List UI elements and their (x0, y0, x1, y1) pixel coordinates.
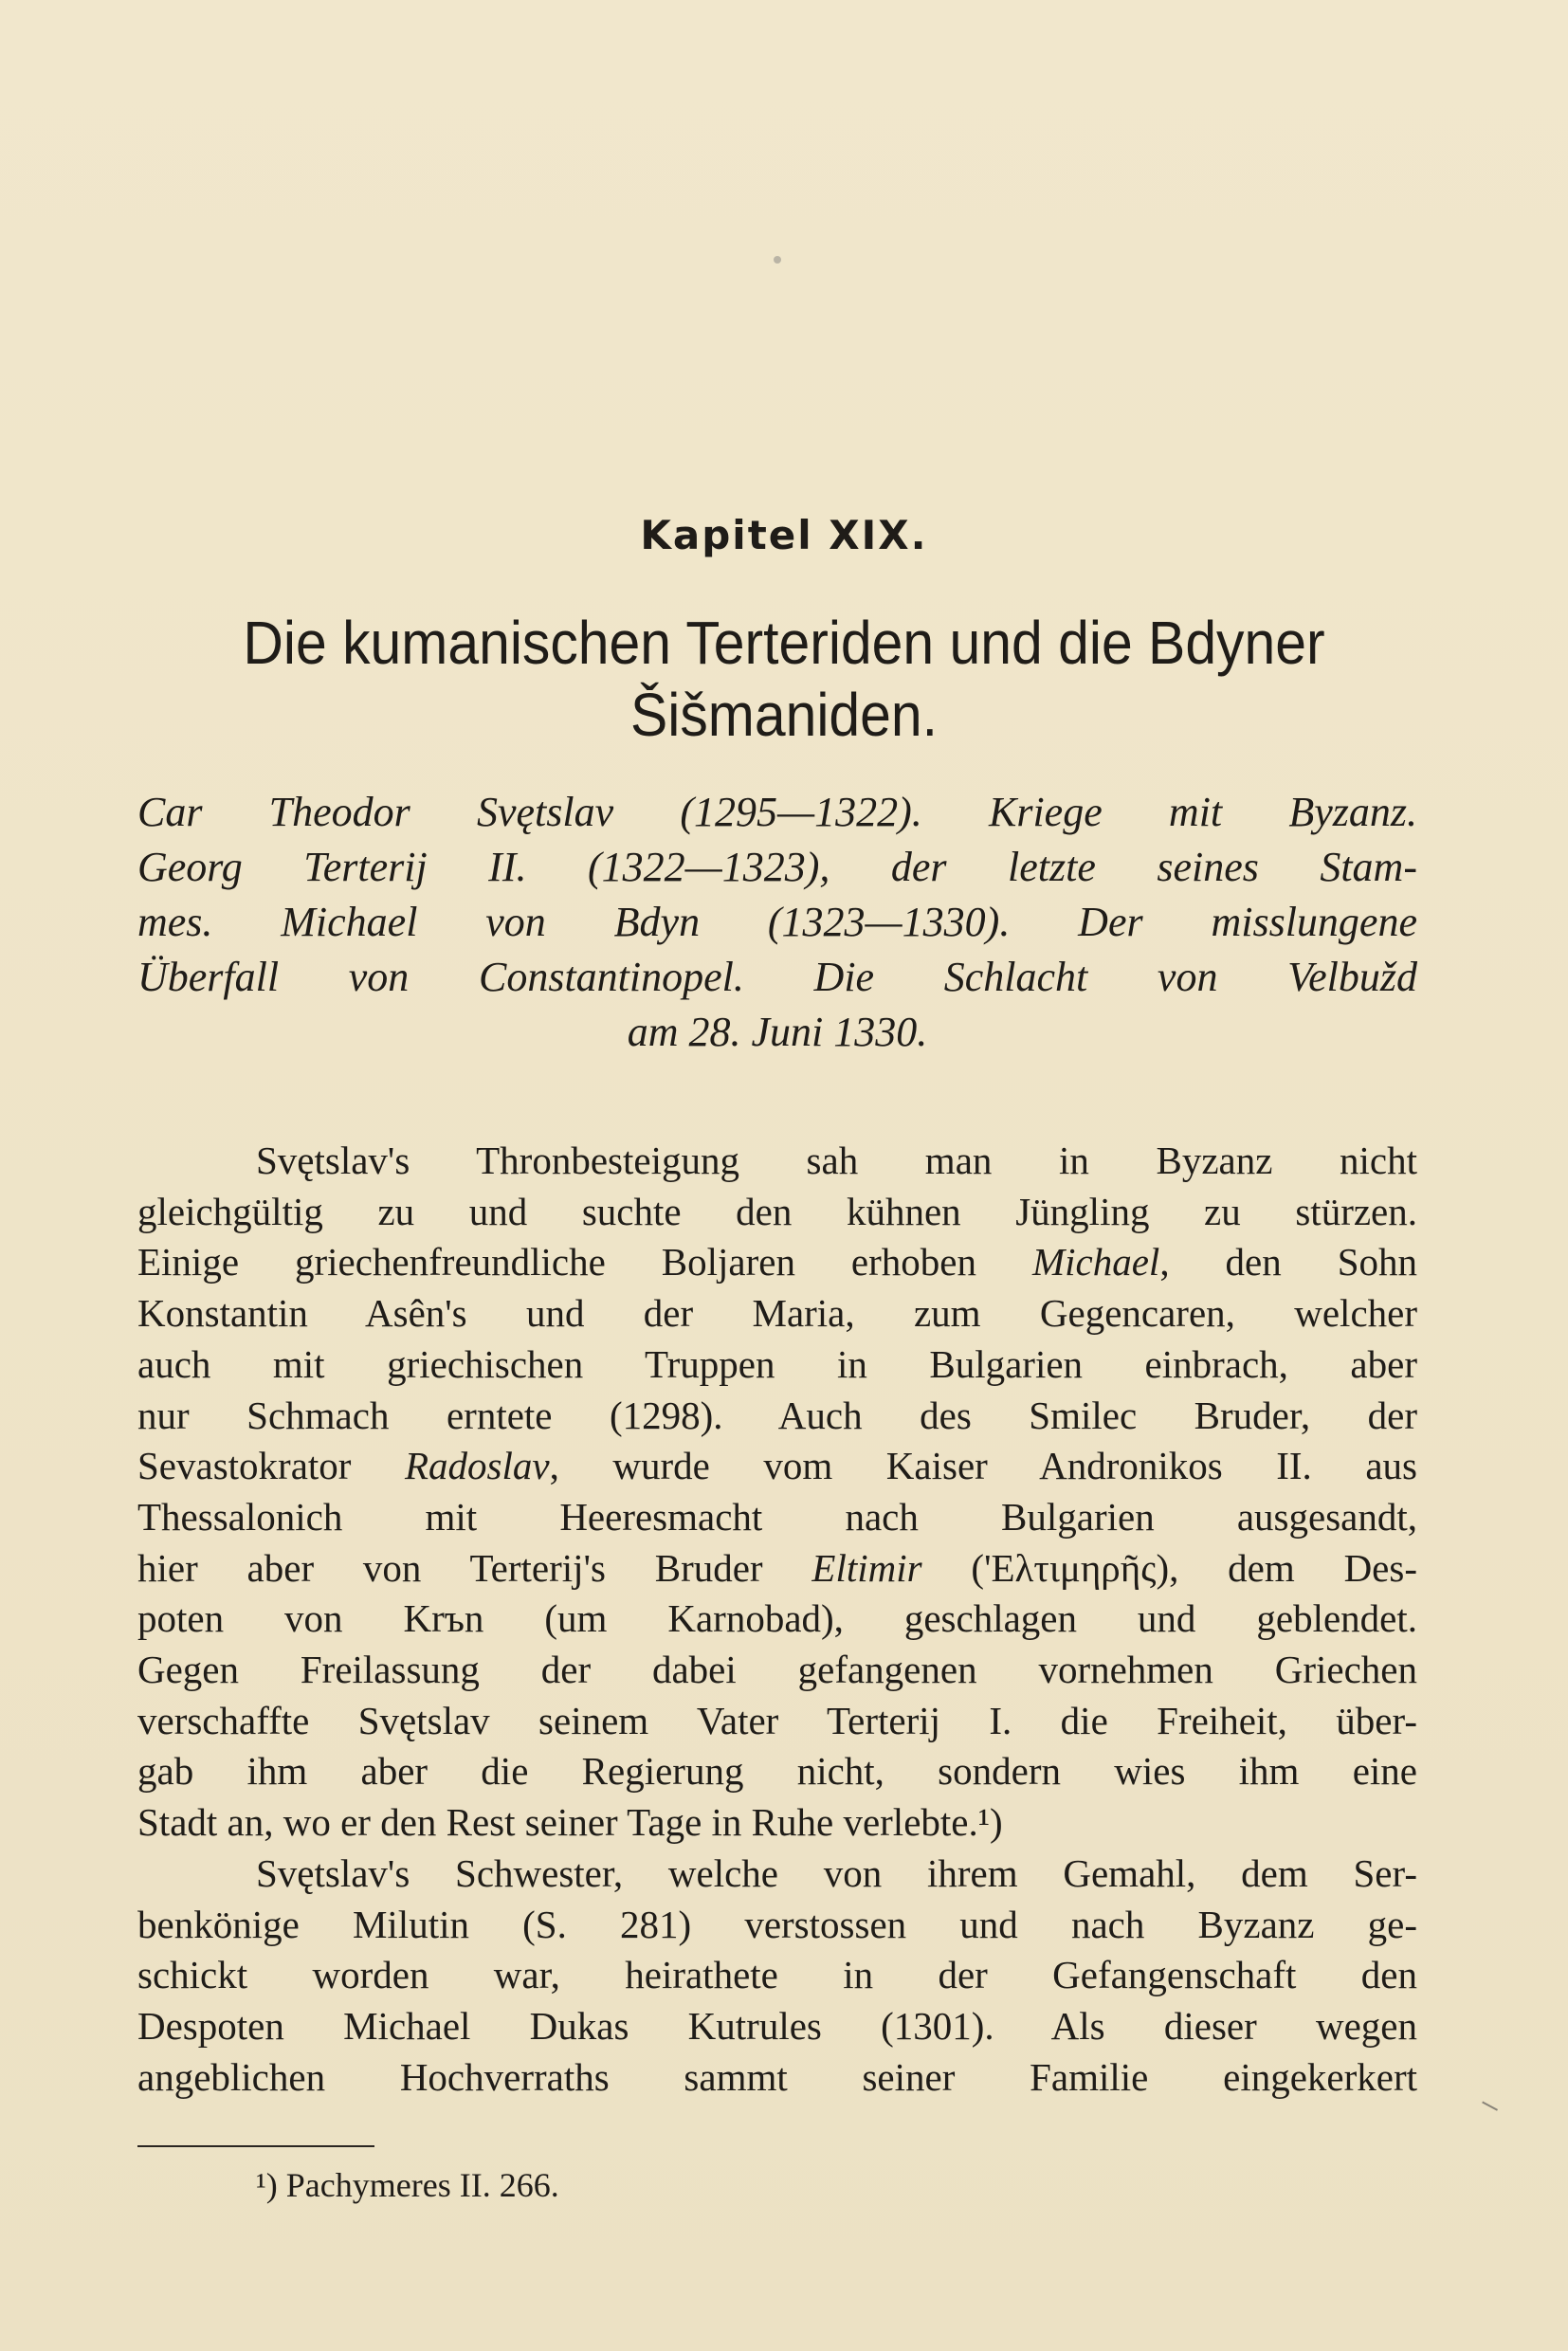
body-line: poten von Krъn (um Karnobad), geschlagen und geblendet. (137, 1596, 1417, 1641)
summary-line: Georg Terterij II. (1322—1323), der letzte seines Stam- (137, 844, 1417, 890)
margin-mark (1482, 2096, 1501, 2111)
body-line-text: , wurde vom Kaiser Andronikos II. aus (549, 1444, 1417, 1488)
body-line-text: ('Ελτιμηρῆς), dem Des- (921, 1545, 1417, 1590)
body-line-text: hier aber von Terterij's Bruder (137, 1545, 812, 1590)
italic-name: Eltimir (811, 1545, 922, 1590)
body-line: Svętslav's Thronbesteigung sah man in Byzanz nicht (256, 1139, 1417, 1182)
body-text (137, 1136, 1417, 2103)
chapter-summary (137, 785, 1417, 1060)
chapter-title (176, 607, 1392, 751)
body-line: angeblichen Hochverraths sammt seiner Familie eingekerkert (137, 2054, 1417, 2099)
footnote-rule (137, 2145, 374, 2147)
body-line (137, 1237, 1417, 1288)
body-line-text: , den Sohn (1159, 1240, 1418, 1285)
body-line: Svętslav's Schwester, welche von ihrem Gemahl, dem Ser- (256, 1850, 1417, 1895)
summary-line: am 28. Juni 1330. (627, 1009, 928, 1055)
body-line: benkönige Milutin (S. 281) verstossen und nach Byzanz ge- (137, 1902, 1417, 1946)
body-line-text: Einige griechenfreundliche Boljaren erhoben (137, 1240, 1032, 1285)
chapter-title-line-1: Die kumanischen Terteriden und die Bdyner (243, 609, 1325, 677)
body-line: auch mit griechischen Truppen in Bulgarien einbrach, aber (137, 1341, 1417, 1386)
italic-name: Michael (1031, 1240, 1160, 1285)
italic-name: Radoslav (404, 1444, 550, 1488)
summary-line: Überfall von Constantinopel. Die Schlacht von Velbužd (137, 954, 1417, 1000)
body-line: gleichgültig zu und suchte den kühnen Jüngling zu stürzen. (137, 1189, 1417, 1233)
body-line: Konstantin Asên's und der Maria, zum Gegencaren, welcher (137, 1291, 1417, 1336)
body-line (137, 1441, 1417, 1492)
chapter-title-line-2: Šišmaniden. (629, 681, 939, 749)
body-line: schickt worden war, heirathete in der Gefangenschaft den (137, 1953, 1417, 1997)
body-line: Despoten Michael Dukas Kutrules (1301). Als dieser wegen (137, 2003, 1417, 2048)
body-line: Stadt an, wo er den Rest seiner Tage in Ruhe verlebte.¹) (137, 1800, 1003, 1845)
body-line: nur Schmach erntete (1298). Auch des Smilec Bruder, der (137, 1393, 1417, 1437)
ink-speck (774, 256, 781, 264)
body-line: Gegen Freilassung der dabei gefangenen vornehmen Griechen (137, 1648, 1417, 1692)
footnote: ¹) Pachymeres II. 266. (256, 2166, 559, 2204)
body-line: Thessalonich mit Heeresmacht nach Bulgarien ausgesandt, (137, 1494, 1417, 1539)
summary-line: mes. Michael von Bdyn (1323—1330). Der misslungene (137, 899, 1417, 945)
body-line (137, 1543, 1417, 1595)
body-line: verschaffte Svętslav seinem Vater Terterij I. die Freiheit, über- (137, 1698, 1417, 1742)
chapter-heading: Kapitel XIX. (640, 512, 928, 558)
body-line: gab ihm aber die Regierung nicht, sondern wies ihm eine (137, 1749, 1417, 1794)
body-line-text: Sevastokrator (137, 1444, 405, 1488)
summary-line: Car Theodor Svętslav (1295—1322). Kriege mit Byzanz. (137, 789, 1417, 835)
